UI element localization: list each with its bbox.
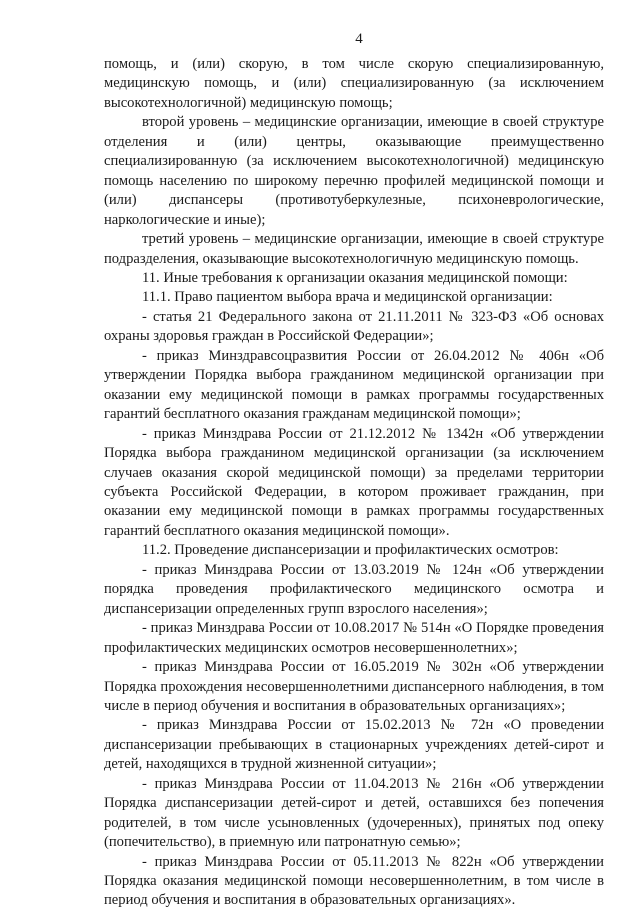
page-number: 4 bbox=[355, 31, 363, 47]
paragraph-second-level: второй уровень – медицинские организации, имеющие в своей структуре отделения и (или) центры, оказывающие преимущественно специализированную (за исключением высокотехнологичной) медицинскую помощь населению по широкому перечню профилей медицинской помощи и (или) диспансеры (противотуберкулезные, психоневрологические, наркологические и иные); bbox=[104, 114, 604, 228]
paragraph-continuation: помощь, и (или) скорую, в том числе скорую специализированную, медицинскую помощь, и (или) специализированную (за исключением высокотехнологичной) медицинскую помощь; bbox=[104, 56, 604, 111]
list-item-order-514n: - приказ Минздрава России от 10.08.2017 № 514н «О Порядке проведения профилактических медицинских осмотров несовершеннолетних»; bbox=[104, 620, 604, 656]
list-item-order-302n: - приказ Минздрава России от 16.05.2019 № 302н «Об утверждении Порядка прохождения несовершеннолетними диспансерного наблюдения, в том числе в период обучения и воспитания в образовательных организациях»; bbox=[104, 659, 604, 714]
list-item-order-406n: - приказ Минздравсоцразвития России от 26.04.2012 № 406н «Об утверждении Порядка выбора гражданином медицинской организации при оказании ему медицинской помощи в рамках программы государственных гарантий бесплатного оказания гражданам медицинской помощи»; bbox=[104, 347, 604, 423]
list-item-order-216n: - приказ Минздрава России от 11.04.2013 № 216н «Об утверждении Порядка диспансеризации детей-сирот и детей, оставшихся без попечения родителей, в том числе усыновленных (удочеренных), принятых под опеку (попечительство), в приемную или патронатную семью»; bbox=[104, 775, 604, 851]
section-heading-11: 11. Иные требования к организации оказания медицинской помощи: bbox=[142, 269, 568, 286]
list-item-order-1342n: - приказ Минздрава России от 21.12.2012 № 1342н «Об утверждении Порядка выбора гражданином медицинской организации (за исключением случаев оказания скорой медицинской помощи) за пределами территории субъекта Российской Федерации, в котором проживает гражданин, при оказании ему медицинской помощи в рамках программы государственных гарантий бесплатного оказания медицинской помощи». bbox=[104, 425, 604, 539]
list-item-order-124n: - приказ Минздрава России от 13.03.2019 № 124н «Об утверждении порядка проведения профилактического медицинского осмотра и диспансеризации определенных групп взрослого населения»; bbox=[104, 561, 604, 617]
list-item-order-822n: - приказ Минздрава России от 05.11.2013 № 822н «Об утверждении Порядка оказания медицинской помощи несовершеннолетним, в том числе в период обучения и воспитания в образовательных организациях». bbox=[104, 853, 604, 909]
subsection-heading-11-1: 11.1. Право пациентом выбора врача и медицинской организации: bbox=[142, 289, 553, 306]
paragraph-third-level: третий уровень – медицинские организации, имеющие в своей структуре подразделения, оказывающие высокотехнологичную медицинскую помощь. bbox=[104, 231, 604, 267]
list-item-law-323: - статья 21 Федерального закона от 21.11.2011 № 323-ФЗ «Об основах охраны здоровья граждан в Российской Федерации»; bbox=[104, 308, 604, 345]
list-item-order-72n: - приказ Минздрава России от 15.02.2013 № 72н «О проведении диспансеризации пребывающих в стационарных учреждениях детей-сирот и детей, находящихся в трудной жизненной ситуации»; bbox=[104, 717, 604, 773]
document-body bbox=[104, 55, 604, 911]
subsection-heading-11-2: 11.2. Проведение диспансеризации и профилактических осмотров: bbox=[142, 542, 559, 559]
